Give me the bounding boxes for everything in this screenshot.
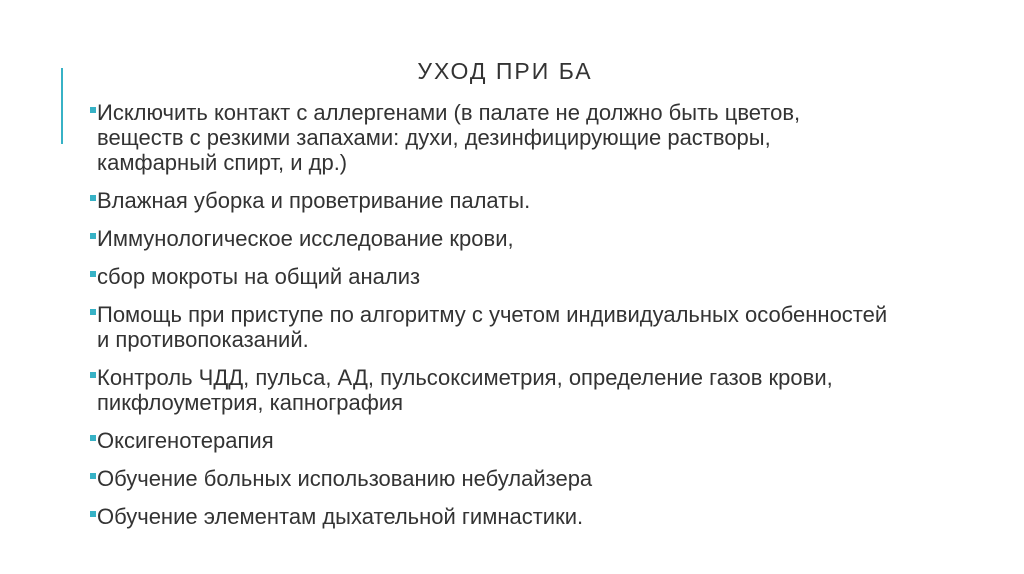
bullet-text: сбор мокроты на общий анализ [97,264,421,289]
bullet-list [90,100,890,542]
bullet-item [90,226,890,251]
bullet-square-icon [90,511,96,517]
bullet-square-icon [90,233,96,239]
bullet-item [90,504,890,529]
bullet-square-icon [90,309,96,315]
slide-title: УХОД ПРИ БА [417,58,593,84]
bullet-square-icon [90,372,96,378]
bullet-square-icon [90,435,96,441]
bullet-square-icon [90,195,96,201]
bullet-text: Обучение элементам дыхательной гимнастики. [97,504,584,529]
bullet-item [90,428,890,453]
bullet-item [90,365,890,415]
bullet-text: Контроль ЧДД, пульса, АД, пульсоксиметрия, определение газов крови, пикфлоуметрия, капнография [97,365,833,415]
bullet-item [90,264,890,289]
bullet-item [90,466,890,491]
bullet-text: Помощь при приступе по алгоритму с учетом индивидуальных особенностей и противопоказаний. [97,302,888,352]
bullet-square-icon [90,271,96,277]
bullet-text: Обучение больных использованию небулайзера [97,466,593,491]
bullet-square-icon [90,473,96,479]
bullet-item [90,302,890,352]
bullet-text: Оксигенотерапия [97,428,274,453]
bullet-item [90,100,890,175]
bullet-text: Влажная уборка и проветривание палаты. [97,188,531,213]
bullet-item [90,188,890,213]
bullet-text: Иммунологическое исследование крови, [97,226,514,251]
bullet-text: Исключить контакт с аллергенами (в палате не должно быть цветов, веществ с резкими запахами: духи, дезинфицирующие растворы, камфарный спирт, и др.) [97,100,801,175]
bullet-square-icon [90,107,96,113]
